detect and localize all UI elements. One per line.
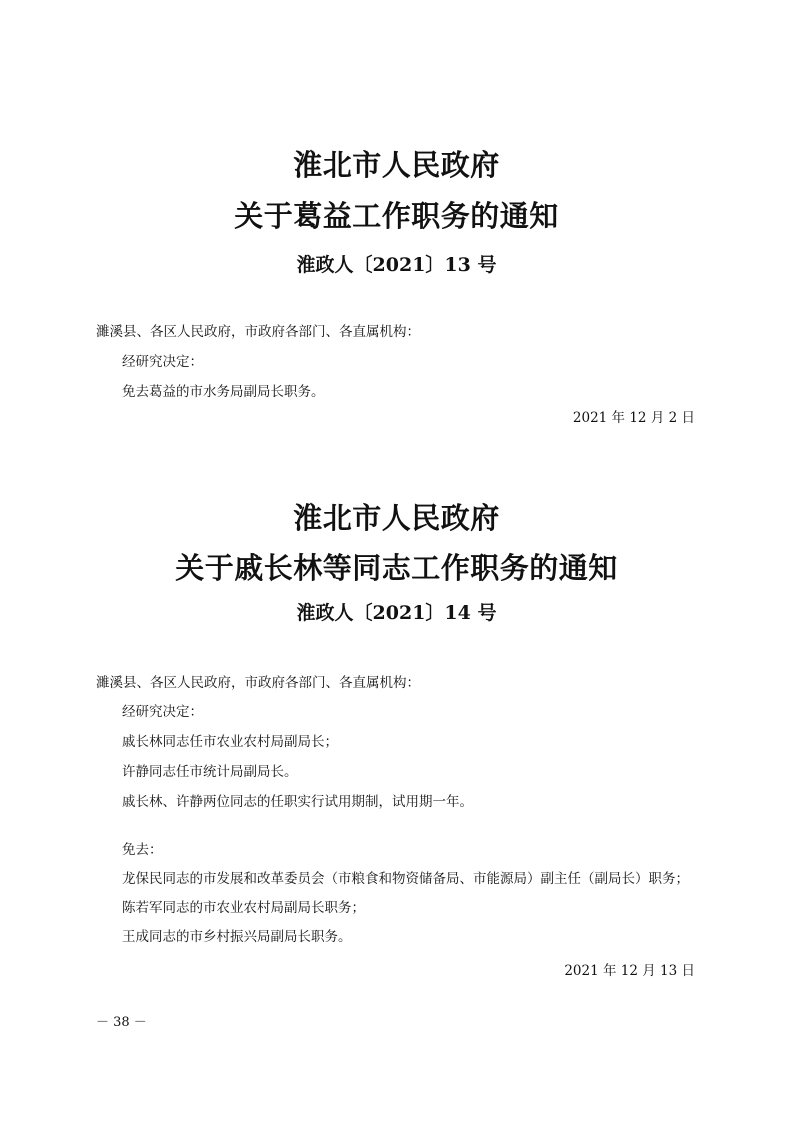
notice2-appointment-line: 许静同志任市统计局副局长。 (122, 764, 298, 780)
notice2-decision-intro: 经研究决定： (122, 704, 203, 720)
notice2-title-line2: 关于戚长林等同志工作职务的通知 (175, 551, 618, 585)
notice2-removal-line: 王成同志的市乡村振兴局副局长职务。 (122, 929, 352, 945)
notice2-removal-line: 龙保民同志的市发展和改革委员会（市粮食和物资储备局、市能源局）副主任（副局长）职务； (122, 871, 689, 887)
notice1-body-line: 免去葛益的市水务局副局长职务。 (122, 384, 325, 400)
notice2-removal-heading: 免去： (122, 842, 163, 858)
notice1-body-line: 经研究决定： (122, 354, 203, 370)
notice1-title-line1: 淮北市人民政府 (293, 148, 500, 182)
notice1-doc-number: 淮政人〔2021〕13 号 (296, 254, 497, 276)
page-number: － 38 － (96, 1015, 147, 1030)
notice2-addressee: 濉溪县、各区人民政府，市政府各部门、各直属机构： (96, 675, 420, 691)
notice2-appointment-line: 戚长林、许静两位同志的任职实行试用期制，试用期一年。 (122, 794, 473, 810)
notice1-addressee: 濉溪县、各区人民政府，市政府各部门、各直属机构： (96, 324, 420, 340)
notice2-removal-line: 陈若军同志的市农业农村局副局长职务； (122, 900, 365, 916)
notice2-appointment-line: 戚长林同志任市农业农村局副局长； (122, 734, 338, 750)
notice1-title-line2: 关于葛益工作职务的通知 (234, 199, 559, 233)
notice1-date: 2021 年 12 月 2 日 (572, 410, 695, 426)
notice2-title-line1: 淮北市人民政府 (293, 501, 500, 535)
notice2-doc-number: 淮政人〔2021〕14 号 (296, 602, 497, 624)
notice2-date: 2021 年 12 月 13 日 (564, 963, 695, 979)
